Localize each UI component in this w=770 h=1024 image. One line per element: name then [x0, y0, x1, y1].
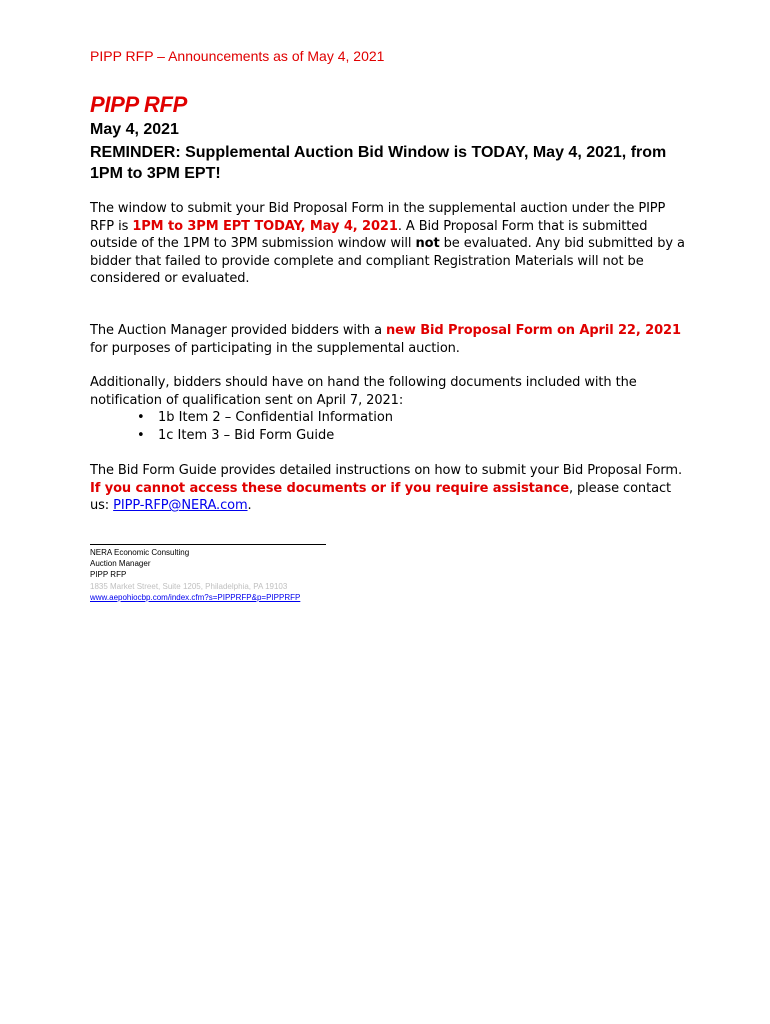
- signature-divider: [90, 544, 326, 545]
- documents-intro-paragraph: Additionally, bidders should have on hand the following documents included with the notification of qualification sent on April 7, 2021:: [90, 375, 637, 408]
- paragraph-text: The Auction Manager provided bidders with a: [90, 323, 386, 338]
- announcement-header: PIPP RFP – Announcements as of May 4, 2021: [90, 48, 385, 64]
- list-item: [90, 409, 393, 427]
- paragraph-text: .: [247, 498, 252, 513]
- reminder-heading: REMINDER: Supplemental Auction Bid Window is TODAY, May 4, 2021, from 1PM to 3PM EPT!: [90, 144, 667, 182]
- list-item-label: 1b Item 2 – Confidential Information: [158, 410, 394, 425]
- bid-window-highlight: 1PM to 3PM EPT TODAY, May 4, 2021: [132, 218, 398, 234]
- paragraph-text: The window to submit your Bid Proposal Form in the supplemental auction under the PIPP RFP is: [90, 201, 666, 234]
- contact-paragraph: [90, 462, 688, 515]
- bid-form-paragraph: [90, 322, 688, 357]
- list-item-label: 1c Item 3 – Bid Form Guide: [158, 427, 335, 443]
- paragraph-text: . A Bid Proposal Form that is submitted outside of the 1PM to 3PM submission window will: [90, 218, 648, 251]
- signature-company: NERA Economic Consulting: [90, 548, 190, 557]
- paragraph-text: be evaluated. Any bid submitted by a bidder that failed to provide complete and compliant Registration Materials will not be considered or evaluated.: [90, 236, 685, 286]
- paragraph-text: The Bid Form Guide provides detailed instructions on how to submit your Bid Proposal Form.: [90, 463, 683, 478]
- signature-program: PIPP RFP: [90, 570, 127, 579]
- bid-window-paragraph: [90, 200, 688, 288]
- website-link[interactable]: www.aepohiocbp.com/index.cfm?s=PIPPRFP&p=PIPPRFP: [90, 593, 301, 602]
- paragraph-text: for purposes of participating in the supplemental auction.: [90, 340, 460, 356]
- assistance-highlight: If you cannot access these documents or if you require assistance: [90, 480, 569, 496]
- page-title: PIPP RFP: [90, 92, 188, 117]
- email-link[interactable]: PIPP-RFP@NERA.com: [113, 498, 248, 513]
- bullet-icon: •: [137, 410, 145, 425]
- paragraph-text: , please contact us:: [90, 480, 671, 513]
- signature-role: Auction Manager: [90, 559, 151, 568]
- documents-list: [90, 409, 393, 444]
- emphasis-not: not: [415, 236, 440, 251]
- bullet-icon: •: [137, 427, 145, 443]
- new-form-highlight: new Bid Proposal Form on April 22, 2021: [385, 323, 681, 338]
- date-heading: May 4, 2021: [90, 121, 179, 138]
- list-item: [90, 427, 393, 445]
- signature-address: 1835 Market Street, Suite 1205, Philadelphia, PA 19103: [90, 582, 288, 591]
